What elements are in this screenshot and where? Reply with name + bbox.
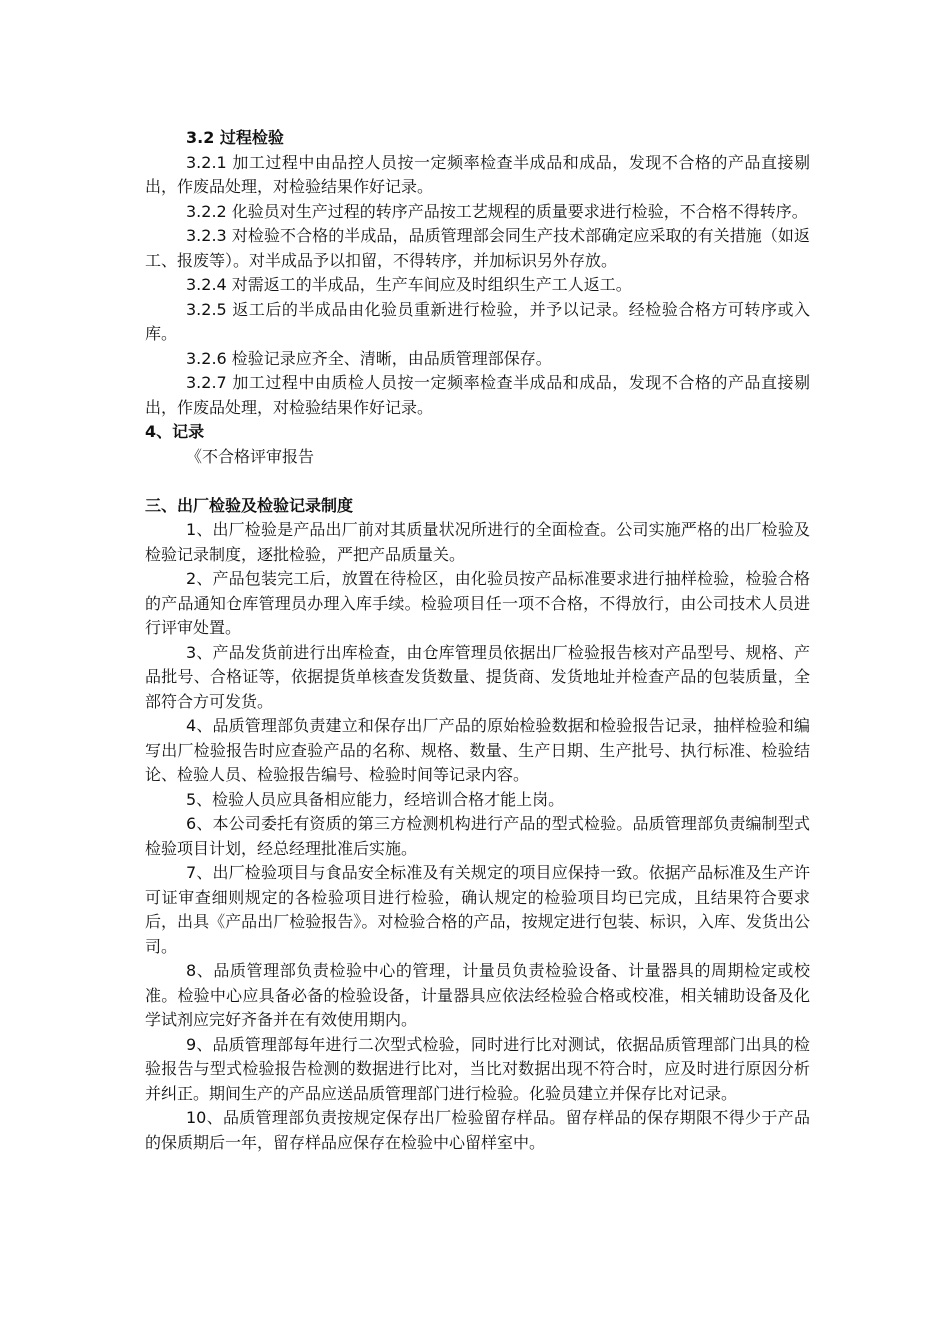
- rule-8: 8、品质管理部负责检验中心的管理，计量员负责检验设备、计量器具的周期检定或校准。检验中心应具备必备的检验设备，计量器具应依法经检验合格或校准，相关辅助设备及化学试剂应完好齐备并在有效使用期内。: [145, 961, 810, 1029]
- document-body: [145, 126, 810, 1155]
- section-three-heading: 三、出厂检验及检验记录制度: [145, 495, 354, 515]
- clause-3-2-7: 3.2.7 加工过程中由质检人员按一定频率检查半成品和成品，发现不合格的产品直接剔出，作废品处理，对检验结果作好记录。: [145, 373, 810, 417]
- clause-3-2-4: 3.2.4 对需返工的半成品，生产车间应及时组织生产工人返工。: [186, 275, 632, 294]
- record-name: 《不合格评审报告: [186, 446, 315, 466]
- rule-2: 2、产品包装完工后，放置在待检区，由化验员按产品标准要求进行抽样检验，检验合格的产品通知仓库管理员办理入库手续。检验项目任一项不合格，不得放行，由公司技术人员进行评审处置。: [145, 569, 810, 637]
- rule-10: 10、品质管理部负责按规定保存出厂检验留存样品。留存样品的保存期限不得少于产品的保质期后一年，留存样品应保存在检验中心留样室中。: [145, 1108, 810, 1152]
- clause-3-2-2: 3.2.2 化验员对生产过程的转序产品按工艺规程的质量要求进行检验，不合格不得转序。: [186, 201, 808, 221]
- clause-3-2-5: 3.2.5 返工后的半成品由化验员重新进行检验，并予以记录。经检验合格方可转序或入库。: [145, 299, 810, 343]
- section-3-2-heading: 3.2 过程检验: [186, 128, 284, 147]
- rule-7: 7、出厂检验项目与食品安全标准及有关规定的项目应保持一致。依据产品标准及生产许可证审查细则规定的各检验项目进行检验，确认规定的检验项目均已完成，且结果符合要求后，出具《产品出厂检验报告》。对检验合格的产品，按规定进行包装、标识，入库、发货出公司。: [145, 863, 810, 956]
- rule-3: 3、产品发货前进行出库检查，由仓库管理员依据出厂检验报告核对产品型号、规格、产品批号、合格证等，依据提货单核查发货数量、提货商、发货地址并检查产品的包装质量，全部符合方可发货。: [145, 642, 810, 711]
- rule-1: 1、出厂检验是产品出厂前对其质量状况所进行的全面检查。公司实施严格的出厂检验及检验记录制度，逐批检验，严把产品质量关。: [145, 520, 810, 564]
- rule-4: 4、品质管理部负责建立和保存出厂产品的原始检验数据和检验报告记录，抽样检验和编写出厂检验报告时应查验产品的名称、规格、数量、生产日期、生产批号、执行标准、检验结论、检验人员、检验报告编号、检验时间等记录内容。: [145, 716, 810, 784]
- blank-line: [145, 469, 810, 494]
- clause-3-2-6: 3.2.6 检验记录应齐全、清晰，由品质管理部保存。: [186, 348, 552, 368]
- rule-5: 5、检验人员应具备相应能力，经培训合格才能上岗。: [186, 789, 565, 809]
- section-4-heading: 4、记录: [145, 422, 205, 441]
- clause-3-2-1: 3.2.1 加工过程中由品控人员按一定频率检查半成品和成品，发现不合格的产品直接剔出，作废品处理，对检验结果作好记录。: [145, 152, 810, 196]
- rule-9: 9、品质管理部每年进行二次型式检验，同时进行比对测试，依据品质管理部门出具的检验报告与型式检验报告检测的数据进行比对，当比对数据出现不符合时，应及时进行原因分析并纠正。期间生产的产品应送品质管理部门进行检验。化验员建立并保存比对记录。: [145, 1034, 810, 1103]
- clause-3-2-3: 3.2.3 对检验不合格的半成品，品质管理部会同生产技术部确定应采取的有关措施（如返工、报废等）。对半成品予以扣留，不得转序，并加标识另外存放。: [145, 226, 810, 270]
- rule-6: 6、本公司委托有资质的第三方检测机构进行产品的型式检验。品质管理部负责编制型式检验项目计划，经总经理批准后实施。: [145, 814, 810, 858]
